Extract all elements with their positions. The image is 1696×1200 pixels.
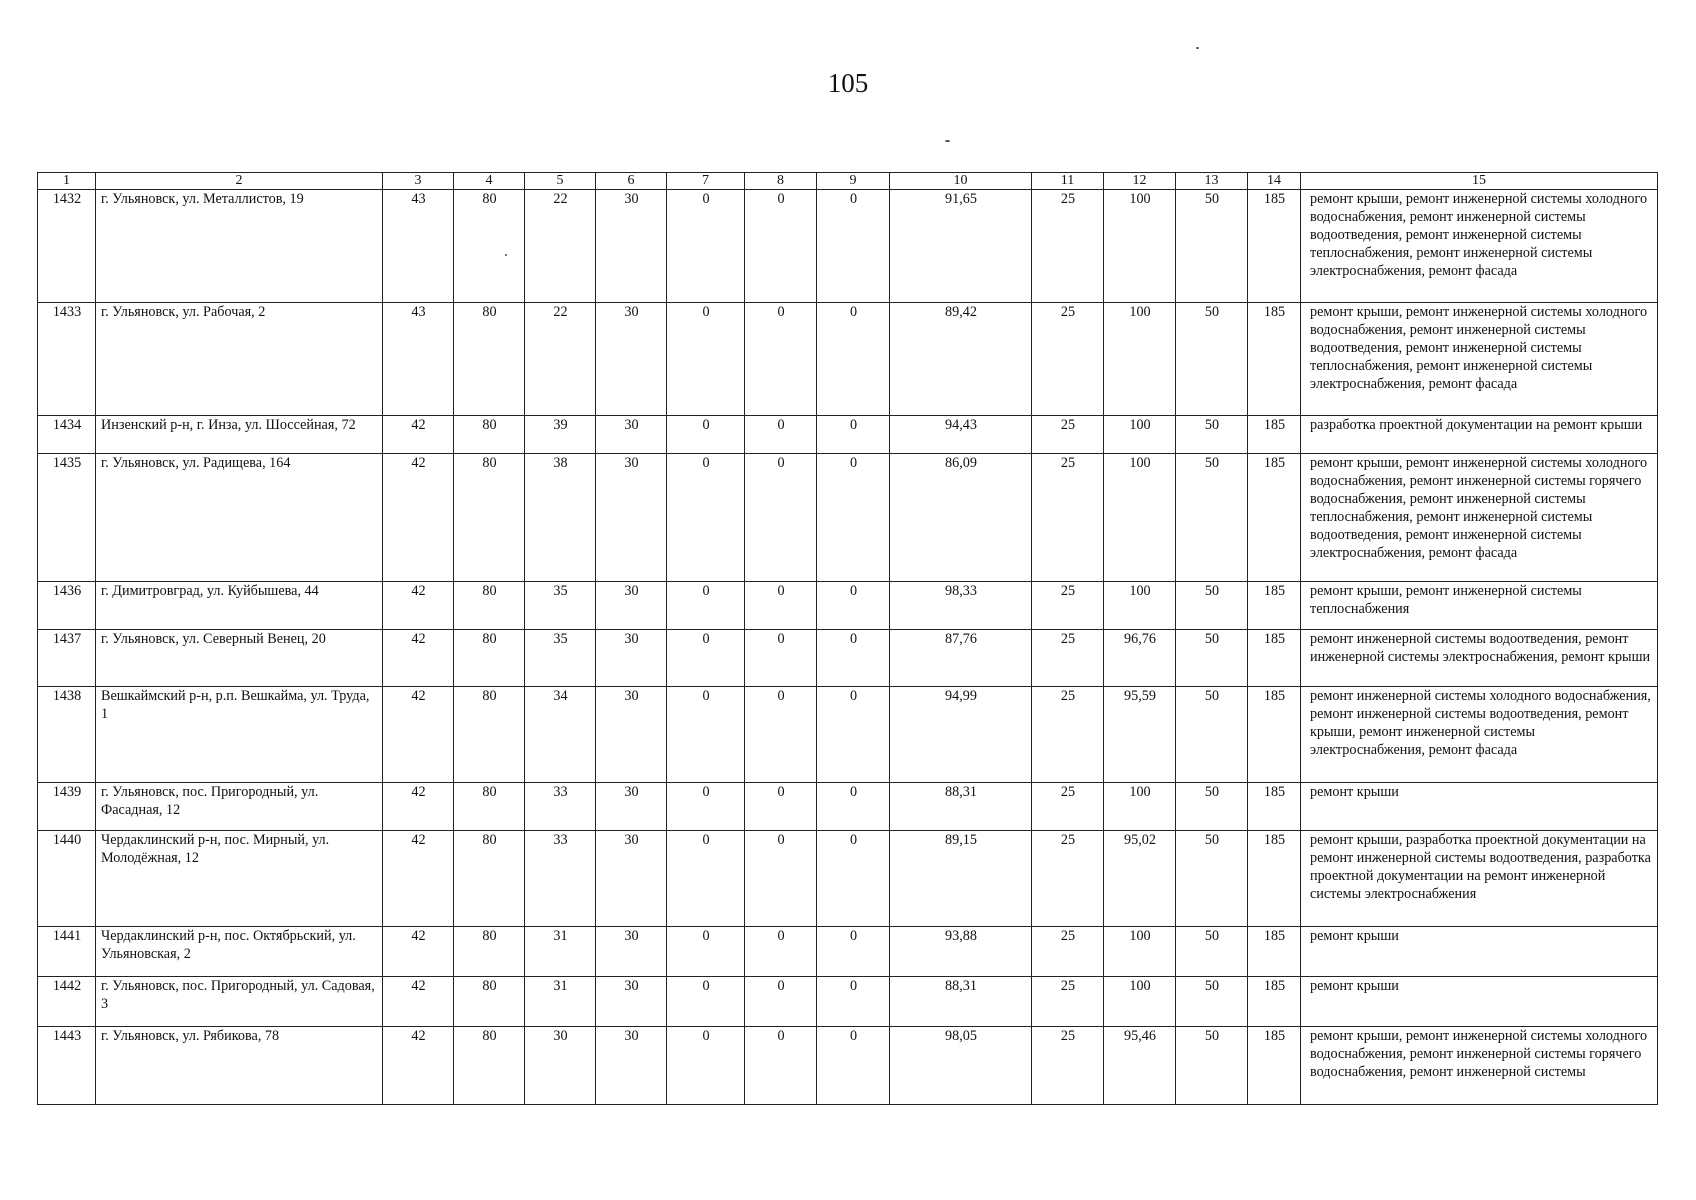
value-cell-6: 30 — [596, 1027, 667, 1105]
page-number: 105 — [827, 68, 869, 98]
row-number: 1441 — [38, 927, 96, 977]
value-cell-7: 0 — [667, 582, 745, 630]
value-cell-9: 0 — [817, 454, 890, 582]
address-cell: г. Ульяновск, пос. Пригородный, ул. Садовая, 3 — [96, 977, 383, 1027]
value-cell-5: 39 — [525, 416, 596, 454]
value-cell-4: 80 — [454, 630, 525, 687]
value-cell-5: 31 — [525, 977, 596, 1027]
value-cell-13: 50 — [1176, 831, 1248, 927]
value-cell-12: 100 — [1104, 416, 1176, 454]
value-cell-8: 0 — [745, 783, 817, 831]
value-cell-3: 43 — [383, 303, 454, 416]
value-cell-6: 30 — [596, 303, 667, 416]
value-cell-11: 25 — [1032, 783, 1104, 831]
value-cell-9: 0 — [817, 831, 890, 927]
value-cell-8: 0 — [745, 831, 817, 927]
value-cell-10: 88,31 — [890, 783, 1032, 831]
value-cell-10: 94,99 — [890, 687, 1032, 783]
works-cell: разработка проектной документации на ремонт крыши — [1301, 416, 1658, 454]
value-cell-9: 0 — [817, 303, 890, 416]
value-cell-3: 43 — [383, 190, 454, 303]
row-number: 1434 — [38, 416, 96, 454]
value-cell-10: 98,05 — [890, 1027, 1032, 1105]
value-cell-5: 33 — [525, 783, 596, 831]
value-cell-11: 25 — [1032, 454, 1104, 582]
row-number: 1440 — [38, 831, 96, 927]
column-header: 5 — [525, 173, 596, 190]
value-cell-14: 185 — [1248, 783, 1301, 831]
value-cell-9: 0 — [817, 416, 890, 454]
value-cell-4: 80 — [454, 831, 525, 927]
works-cell: ремонт крыши, разработка проектной документации на ремонт инженерной системы водоотведения, разработка проектной документации на ремонт инженерной системы электроснабжения — [1301, 831, 1658, 927]
value-cell-13: 50 — [1176, 1027, 1248, 1105]
value-cell-11: 25 — [1032, 303, 1104, 416]
column-header: 10 — [890, 173, 1032, 190]
value-cell-5: 35 — [525, 630, 596, 687]
value-cell-13: 50 — [1176, 630, 1248, 687]
value-cell-3: 42 — [383, 831, 454, 927]
table-row — [38, 582, 1658, 630]
value-cell-5: 22 — [525, 303, 596, 416]
value-cell-8: 0 — [745, 630, 817, 687]
value-cell-7: 0 — [667, 977, 745, 1027]
table-row — [38, 927, 1658, 977]
value-cell-13: 50 — [1176, 190, 1248, 303]
value-cell-6: 30 — [596, 831, 667, 927]
value-cell-3: 42 — [383, 416, 454, 454]
value-cell-11: 25 — [1032, 582, 1104, 630]
value-cell-8: 0 — [745, 1027, 817, 1105]
value-cell-13: 50 — [1176, 687, 1248, 783]
row-number: 1436 — [38, 582, 96, 630]
value-cell-5: 31 — [525, 927, 596, 977]
table-row — [38, 630, 1658, 687]
column-header: 8 — [745, 173, 817, 190]
value-cell-14: 185 — [1248, 416, 1301, 454]
value-cell-10: 91,65 — [890, 190, 1032, 303]
value-cell-6: 30 — [596, 630, 667, 687]
value-cell-12: 96,76 — [1104, 630, 1176, 687]
value-cell-14: 185 — [1248, 630, 1301, 687]
value-cell-4: 80 — [454, 454, 525, 582]
value-cell-8: 0 — [745, 454, 817, 582]
value-cell-14: 185 — [1248, 831, 1301, 927]
works-cell: ремонт крыши — [1301, 977, 1658, 1027]
address-cell: г. Ульяновск, ул. Рябикова, 78 — [96, 1027, 383, 1105]
works-cell: ремонт крыши, ремонт инженерной системы теплоснабжения — [1301, 582, 1658, 630]
row-number: 1438 — [38, 687, 96, 783]
works-cell: ремонт крыши, ремонт инженерной системы холодного водоснабжения, ремонт инженерной системы горячего водоснабжения, ремонт инженерной системы — [1301, 1027, 1658, 1105]
value-cell-12: 100 — [1104, 977, 1176, 1027]
value-cell-12: 100 — [1104, 190, 1176, 303]
value-cell-13: 50 — [1176, 454, 1248, 582]
value-cell-7: 0 — [667, 454, 745, 582]
column-header: 3 — [383, 173, 454, 190]
value-cell-7: 0 — [667, 927, 745, 977]
row-number: 1442 — [38, 977, 96, 1027]
value-cell-5: 30 — [525, 1027, 596, 1105]
value-cell-9: 0 — [817, 687, 890, 783]
value-cell-8: 0 — [745, 977, 817, 1027]
value-cell-11: 25 — [1032, 630, 1104, 687]
value-cell-11: 25 — [1032, 687, 1104, 783]
address-cell: г. Ульяновск, ул. Металлистов, 19 — [96, 190, 383, 303]
value-cell-13: 50 — [1176, 303, 1248, 416]
value-cell-12: 100 — [1104, 783, 1176, 831]
value-cell-3: 42 — [383, 687, 454, 783]
value-cell-11: 25 — [1032, 927, 1104, 977]
column-header: 15 — [1301, 173, 1658, 190]
value-cell-7: 0 — [667, 687, 745, 783]
value-cell-13: 50 — [1176, 783, 1248, 831]
value-cell-4: 80 — [454, 977, 525, 1027]
value-cell-13: 50 — [1176, 416, 1248, 454]
address-cell: г. Ульяновск, ул. Радищева, 164 — [96, 454, 383, 582]
works-cell: ремонт крыши, ремонт инженерной системы холодного водоснабжения, ремонт инженерной системы горячего водоснабжения, ремонт инженерной системы теплоснабжения, ремонт инженерной системы водоотведения, ремонт инженерной системы электроснабжения, ремонт фасада — [1301, 454, 1658, 582]
value-cell-6: 30 — [596, 190, 667, 303]
value-cell-10: 93,88 — [890, 927, 1032, 977]
address-cell: г. Ульяновск, ул. Северный Венец, 20 — [96, 630, 383, 687]
row-number: 1432 — [38, 190, 96, 303]
row-number: 1435 — [38, 454, 96, 582]
value-cell-6: 30 — [596, 687, 667, 783]
value-cell-12: 100 — [1104, 454, 1176, 582]
data-table — [37, 172, 1658, 1105]
value-cell-14: 185 — [1248, 454, 1301, 582]
column-header: 14 — [1248, 173, 1301, 190]
value-cell-11: 25 — [1032, 1027, 1104, 1105]
value-cell-12: 95,46 — [1104, 1027, 1176, 1105]
value-cell-13: 50 — [1176, 977, 1248, 1027]
value-cell-5: 22 — [525, 190, 596, 303]
value-cell-7: 0 — [667, 1027, 745, 1105]
value-cell-6: 30 — [596, 582, 667, 630]
value-cell-4: 80 — [454, 927, 525, 977]
value-cell-14: 185 — [1248, 927, 1301, 977]
value-cell-9: 0 — [817, 927, 890, 977]
value-cell-6: 30 — [596, 783, 667, 831]
table-row — [38, 687, 1658, 783]
column-header: 6 — [596, 173, 667, 190]
value-cell-10: 89,42 — [890, 303, 1032, 416]
value-cell-8: 0 — [745, 582, 817, 630]
row-number: 1437 — [38, 630, 96, 687]
value-cell-10: 89,15 — [890, 831, 1032, 927]
value-cell-9: 0 — [817, 582, 890, 630]
value-cell-9: 0 — [817, 1027, 890, 1105]
works-cell: ремонт инженерной системы водоотведения, ремонт инженерной системы электроснабжения, ремонт крыши — [1301, 630, 1658, 687]
address-cell: Инзенский р-н, г. Инза, ул. Шоссейная, 72 — [96, 416, 383, 454]
column-header: 11 — [1032, 173, 1104, 190]
table-row — [38, 977, 1658, 1027]
works-cell: ремонт крыши — [1301, 783, 1658, 831]
value-cell-3: 42 — [383, 582, 454, 630]
column-header: 13 — [1176, 173, 1248, 190]
value-cell-5: 38 — [525, 454, 596, 582]
value-cell-13: 50 — [1176, 927, 1248, 977]
value-cell-5: 35 — [525, 582, 596, 630]
address-cell: г. Ульяновск, пос. Пригородный, ул. Фасадная, 12 — [96, 783, 383, 831]
value-cell-8: 0 — [745, 416, 817, 454]
works-cell: ремонт крыши, ремонт инженерной системы холодного водоснабжения, ремонт инженерной системы водоотведения, ремонт инженерной системы теплоснабжения, ремонт инженерной системы электроснабжения, ремонт фасада — [1301, 303, 1658, 416]
column-header: 4 — [454, 173, 525, 190]
value-cell-11: 25 — [1032, 977, 1104, 1027]
value-cell-6: 30 — [596, 416, 667, 454]
value-cell-3: 42 — [383, 1027, 454, 1105]
value-cell-3: 42 — [383, 630, 454, 687]
value-cell-14: 185 — [1248, 582, 1301, 630]
row-number: 1433 — [38, 303, 96, 416]
value-cell-3: 42 — [383, 977, 454, 1027]
value-cell-12: 100 — [1104, 303, 1176, 416]
value-cell-3: 42 — [383, 783, 454, 831]
value-cell-4: 80 — [454, 783, 525, 831]
value-cell-4: 80 — [454, 687, 525, 783]
value-cell-14: 185 — [1248, 303, 1301, 416]
value-cell-7: 0 — [667, 190, 745, 303]
value-cell-7: 0 — [667, 831, 745, 927]
value-cell-12: 100 — [1104, 927, 1176, 977]
value-cell-5: 33 — [525, 831, 596, 927]
value-cell-7: 0 — [667, 783, 745, 831]
value-cell-10: 98,33 — [890, 582, 1032, 630]
address-cell: Чердаклинский р-н, пос. Мирный, ул. Молодёжная, 12 — [96, 831, 383, 927]
value-cell-14: 185 — [1248, 1027, 1301, 1105]
column-number-row — [38, 173, 1658, 190]
value-cell-4: 80 — [454, 303, 525, 416]
value-cell-6: 30 — [596, 927, 667, 977]
value-cell-4: 80 — [454, 582, 525, 630]
value-cell-14: 185 — [1248, 687, 1301, 783]
value-cell-7: 0 — [667, 303, 745, 416]
table-row — [38, 303, 1658, 416]
column-header: 2 — [96, 173, 383, 190]
value-cell-8: 0 — [745, 303, 817, 416]
value-cell-12: 95,02 — [1104, 831, 1176, 927]
value-cell-10: 94,43 — [890, 416, 1032, 454]
column-header: 7 — [667, 173, 745, 190]
value-cell-4: 80 — [454, 1027, 525, 1105]
value-cell-13: 50 — [1176, 582, 1248, 630]
value-cell-4: 80 — [454, 190, 525, 303]
value-cell-8: 0 — [745, 687, 817, 783]
value-cell-9: 0 — [817, 630, 890, 687]
value-cell-3: 42 — [383, 927, 454, 977]
column-header: 1 — [38, 173, 96, 190]
table-row — [38, 831, 1658, 927]
works-cell: ремонт инженерной системы холодного водоснабжения, ремонт инженерной системы водоотведения, ремонт крыши, ремонт инженерной системы электроснабжения, ремонт фасада — [1301, 687, 1658, 783]
column-header: 9 — [817, 173, 890, 190]
row-number: 1439 — [38, 783, 96, 831]
table-row — [38, 454, 1658, 582]
value-cell-6: 30 — [596, 977, 667, 1027]
value-cell-3: 42 — [383, 454, 454, 582]
address-cell: Вешкаймский р-н, р.п. Вешкайма, ул. Труда, 1 — [96, 687, 383, 783]
address-cell: г. Ульяновск, ул. Рабочая, 2 — [96, 303, 383, 416]
value-cell-11: 25 — [1032, 416, 1104, 454]
value-cell-14: 185 — [1248, 977, 1301, 1027]
value-cell-10: 86,09 — [890, 454, 1032, 582]
value-cell-11: 25 — [1032, 831, 1104, 927]
table-row — [38, 416, 1658, 454]
value-cell-5: 34 — [525, 687, 596, 783]
value-cell-8: 0 — [745, 190, 817, 303]
table-row — [38, 190, 1658, 303]
value-cell-9: 0 — [817, 190, 890, 303]
works-cell: ремонт крыши — [1301, 927, 1658, 977]
column-header: 12 — [1104, 173, 1176, 190]
value-cell-7: 0 — [667, 630, 745, 687]
value-cell-6: 30 — [596, 454, 667, 582]
row-number: 1443 — [38, 1027, 96, 1105]
value-cell-12: 100 — [1104, 582, 1176, 630]
works-cell: ремонт крыши, ремонт инженерной системы холодного водоснабжения, ремонт инженерной системы водоотведения, ремонт инженерной системы теплоснабжения, ремонт инженерной системы электроснабжения, ремонт фасада — [1301, 190, 1658, 303]
address-cell: г. Димитровград, ул. Куйбышева, 44 — [96, 582, 383, 630]
value-cell-9: 0 — [817, 977, 890, 1027]
value-cell-12: 95,59 — [1104, 687, 1176, 783]
address-cell: Чердаклинский р-н, пос. Октябрьский, ул. Ульяновская, 2 — [96, 927, 383, 977]
value-cell-8: 0 — [745, 927, 817, 977]
value-cell-4: 80 — [454, 416, 525, 454]
value-cell-9: 0 — [817, 783, 890, 831]
value-cell-14: 185 — [1248, 190, 1301, 303]
table-row — [38, 783, 1658, 831]
value-cell-11: 25 — [1032, 190, 1104, 303]
value-cell-10: 87,76 — [890, 630, 1032, 687]
table-row — [38, 1027, 1658, 1105]
value-cell-7: 0 — [667, 416, 745, 454]
value-cell-10: 88,31 — [890, 977, 1032, 1027]
